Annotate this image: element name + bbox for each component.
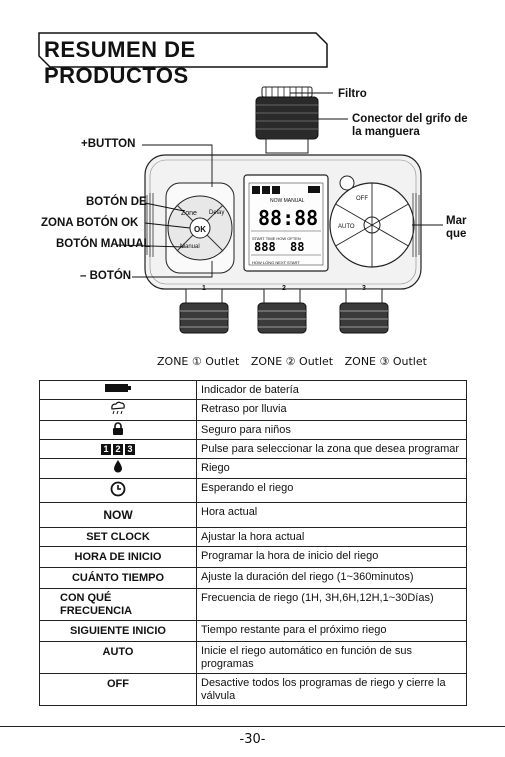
label-manual: BOTÓN MANUAL: [56, 238, 151, 250]
table-row: [40, 400, 467, 421]
table-row: [40, 421, 467, 440]
description-cell: Ajuste la duración del riego (1~360minutos): [197, 568, 467, 589]
description-cell: Hora actual: [197, 503, 467, 528]
outlets: [180, 289, 388, 333]
product-diagram: [0, 75, 505, 375]
lock-icon: [112, 422, 124, 435]
description-cell: Tiempo restante para el próximo riego: [197, 621, 467, 642]
symbol-cell: [40, 440, 197, 459]
symbol-siguiente-inicio: SIGUIENTE INICIO: [40, 621, 197, 642]
zone-box-1: 1: [101, 444, 111, 455]
description-cell: Frecuencia de riego (1H, 3H,6H,12H,1~30Días): [197, 589, 467, 621]
symbol-cell: [40, 421, 197, 440]
table-row: [40, 459, 467, 479]
description-cell: Pulse para seleccionar la zona que desea programar: [197, 440, 467, 459]
footer-rule: [0, 726, 505, 727]
lcd-set-label: START TIME HOW OFTEN: [252, 236, 301, 241]
svg-text:88:88: 88:88: [258, 206, 319, 230]
zone-1-outlet: ZONE ① Outlet: [157, 355, 240, 368]
label-marque-l1: Mar: [446, 215, 467, 227]
btn-manual-label: Manual: [180, 244, 200, 250]
drop-icon: [113, 460, 123, 473]
btn-zone-label: Zone: [181, 210, 197, 217]
outlet-num-1: 1: [202, 285, 206, 292]
symbol-cell: [40, 400, 197, 421]
page-title: RESUMEN DE PRODUCTOS: [44, 37, 196, 88]
battery-icon: [104, 383, 132, 393]
lcd-how-label: HOW LONG NEXT START: [252, 260, 300, 265]
label-menos: – BOTÓN: [80, 270, 132, 282]
label-marque-l2: que: [446, 228, 467, 240]
label-filtro: Filtro: [338, 88, 367, 100]
symbol-auto: AUTO: [40, 642, 197, 674]
label-plus-button: +BUTTON: [81, 138, 136, 150]
description-cell: Indicador de batería: [197, 381, 467, 400]
table-row: [40, 589, 467, 621]
dial-off-label: OFF: [356, 196, 368, 202]
dial-auto-label: AUTO: [338, 224, 355, 230]
zone-outlets: [157, 355, 435, 368]
description-cell: Ajustar la hora actual: [197, 528, 467, 547]
svg-text:888: 888: [254, 240, 276, 254]
faucet-connector: [256, 87, 318, 153]
description-cell: Programar la hora de inicio del riego: [197, 547, 467, 568]
zone-2-outlet: ZONE ② Outlet: [250, 355, 334, 368]
table-row: [40, 568, 467, 589]
table-row: [40, 381, 467, 400]
zones-123-icon: [100, 443, 136, 456]
table-row: [40, 621, 467, 642]
title-box: [38, 32, 328, 88]
outlet-num-2: 2: [282, 285, 286, 292]
symbol-now: NOW: [40, 503, 197, 528]
description-cell: Inicie el riego automático en función de sus programas: [197, 642, 467, 674]
btn-delay-label: Delay: [209, 210, 225, 216]
table-row: [40, 440, 467, 459]
outlet-num-3: 3: [362, 285, 366, 292]
table-row: [40, 547, 467, 568]
symbol-table: [39, 380, 467, 706]
symbol-cuanto-tiempo: CUÁNTO TIEMPO: [40, 568, 197, 589]
rain-delay-icon: [109, 401, 127, 416]
table-row: [40, 479, 467, 503]
freq-line-2: FRECUENCIA: [60, 604, 133, 617]
description-cell: Desactive todos los programas de riego y cierre la válvula: [197, 674, 467, 706]
symbol-cell: [40, 479, 197, 503]
symbol-set-clock: SET CLOCK: [40, 528, 197, 547]
table-row: [40, 503, 467, 528]
freq-line-1: CON QUÉ: [60, 591, 112, 604]
label-boton-de: BOTÓN DE: [86, 196, 147, 208]
symbol-cell: [40, 459, 197, 479]
label-conector-l2: la manguera: [352, 126, 420, 138]
clock-icon: [110, 481, 126, 497]
zone-box-2: 2: [113, 444, 123, 455]
label-conector-l1: Conector del grifo de: [352, 113, 468, 125]
description-cell: Riego: [197, 459, 467, 479]
symbol-frecuencia: [40, 589, 197, 621]
btn-ok-label: OK: [194, 225, 206, 234]
zone-3-outlet: ZONE ③ Outlet: [344, 355, 427, 368]
label-zona-ok: ZONA BOTÓN OK: [41, 217, 139, 229]
svg-text:88: 88: [290, 240, 305, 254]
zone-box-3: 3: [125, 444, 135, 455]
symbol-off: OFF: [40, 674, 197, 706]
page-number: -30-: [239, 732, 266, 747]
lcd-now-label: NOW MANUAL: [270, 198, 305, 204]
symbol-cell: [40, 381, 197, 400]
table-row: [40, 674, 467, 706]
table-row: [40, 528, 467, 547]
symbol-hora-inicio: HORA DE INICIO: [40, 547, 197, 568]
table-row: [40, 642, 467, 674]
description-cell: Seguro para niños: [197, 421, 467, 440]
description-cell: Esperando el riego: [197, 479, 467, 503]
description-cell: Retraso por lluvia: [197, 400, 467, 421]
